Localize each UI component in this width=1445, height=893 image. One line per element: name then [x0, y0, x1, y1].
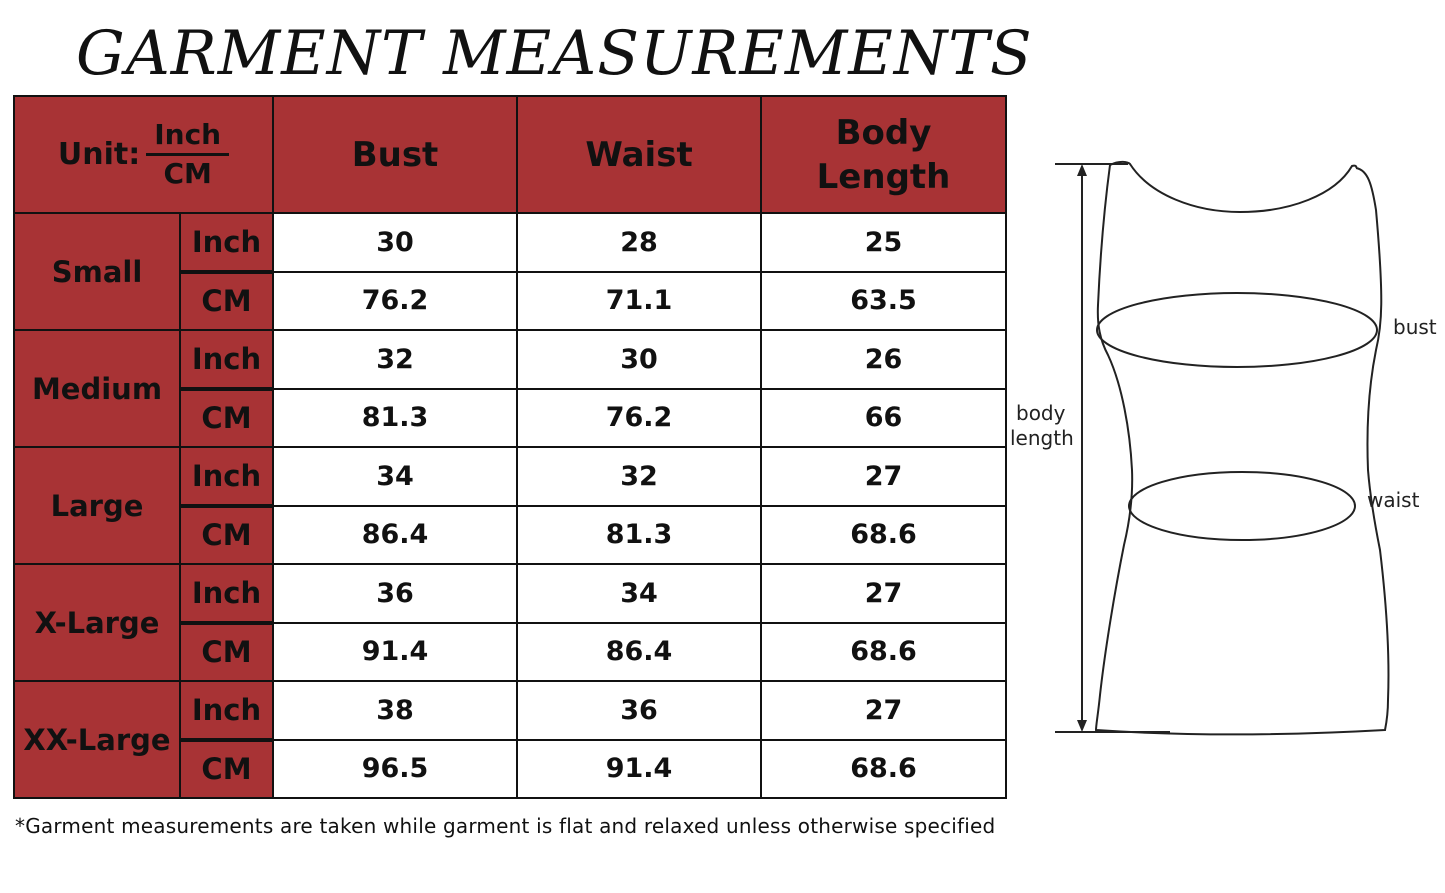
waist-ellipse	[1129, 472, 1355, 540]
row-unit-cm: CM	[180, 389, 273, 448]
column-header-body-length: Body Length	[761, 96, 1006, 213]
size-name: XX-Large	[14, 681, 180, 798]
row-unit-cm: CM	[180, 740, 273, 799]
row-unit-cm: CM	[180, 623, 273, 682]
value-bust-cm: 86.4	[273, 506, 517, 565]
size-name: X-Large	[14, 564, 180, 681]
value-waist-inch: 30	[517, 330, 761, 389]
measurement-table	[13, 95, 1007, 799]
value-bust-inch: 38	[273, 681, 517, 740]
value-waist-cm: 86.4	[517, 623, 761, 682]
row-unit-inch: Inch	[180, 330, 273, 389]
value-bust-cm: 81.3	[273, 389, 517, 448]
value-waist-cm: 76.2	[517, 389, 761, 448]
unit-header	[14, 96, 273, 213]
body-length-label-1: body	[1016, 401, 1066, 425]
row-unit-inch: Inch	[180, 564, 273, 623]
value-body-length-cm: 66	[761, 389, 1006, 448]
value-bust-inch: 34	[273, 447, 517, 506]
waist-label: waist	[1367, 488, 1420, 512]
bust-label: bust	[1393, 315, 1437, 339]
page-title: GARMENT MEASUREMENTS	[76, 18, 1033, 89]
row-unit-inch: Inch	[180, 447, 273, 506]
value-waist-inch: 28	[517, 213, 761, 272]
value-body-length-cm: 68.6	[761, 506, 1006, 565]
value-bust-cm: 76.2	[273, 272, 517, 331]
table-row	[14, 564, 1006, 623]
value-bust-inch: 32	[273, 330, 517, 389]
table-row	[14, 681, 1006, 740]
bust-ellipse	[1097, 293, 1377, 367]
column-header-waist: Waist	[517, 96, 761, 213]
table-row	[14, 213, 1006, 272]
size-name: Small	[14, 213, 180, 330]
value-waist-inch: 36	[517, 681, 761, 740]
value-body-length-cm: 63.5	[761, 272, 1006, 331]
value-body-length-inch: 27	[761, 447, 1006, 506]
value-body-length-inch: 27	[761, 681, 1006, 740]
row-unit-inch: Inch	[180, 681, 273, 740]
value-body-length-inch: 27	[761, 564, 1006, 623]
value-body-length-cm: 68.6	[761, 623, 1006, 682]
table-row	[14, 447, 1006, 506]
garment-diagram	[1000, 150, 1445, 750]
value-waist-inch: 32	[517, 447, 761, 506]
value-body-length-cm: 68.6	[761, 740, 1006, 799]
value-bust-cm: 91.4	[273, 623, 517, 682]
value-waist-cm: 81.3	[517, 506, 761, 565]
body-length-label-2: length	[1010, 426, 1074, 450]
size-name: Medium	[14, 330, 180, 447]
tank-top-outline	[1096, 162, 1389, 735]
table-header-row	[14, 96, 1006, 213]
value-bust-cm: 96.5	[273, 740, 517, 799]
row-unit-cm: CM	[180, 272, 273, 331]
value-bust-inch: 36	[273, 564, 517, 623]
row-unit-inch: Inch	[180, 213, 273, 272]
column-header-bust: Bust	[273, 96, 517, 213]
value-bust-inch: 30	[273, 213, 517, 272]
value-body-length-inch: 26	[761, 330, 1006, 389]
size-name: Large	[14, 447, 180, 564]
value-body-length-inch: 25	[761, 213, 1006, 272]
unit-cm: CM	[163, 157, 212, 190]
table-row	[14, 330, 1006, 389]
value-waist-cm: 71.1	[517, 272, 761, 331]
value-waist-cm: 91.4	[517, 740, 761, 799]
row-unit-cm: CM	[180, 506, 273, 565]
unit-label: Unit:	[57, 137, 141, 172]
value-waist-inch: 34	[517, 564, 761, 623]
unit-inch: Inch	[146, 117, 229, 156]
footnote: *Garment measurements are taken while garment is flat and relaxed unless otherwise specified	[15, 814, 996, 838]
